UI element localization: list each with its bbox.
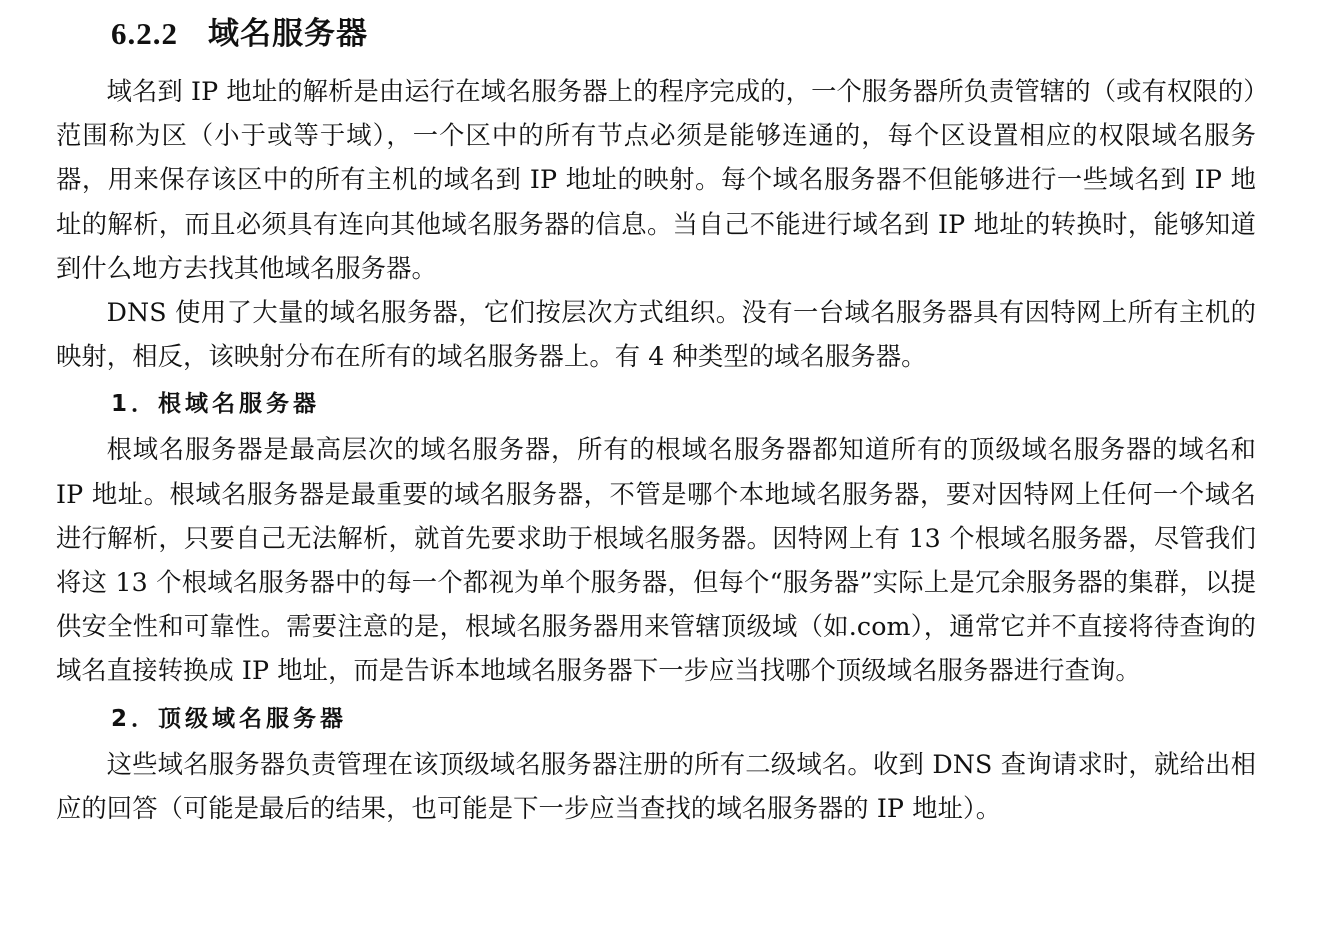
section-heading	[111, 14, 1256, 54]
paragraph-tld-servers: 这些域名服务器负责管理在该顶级域名服务器注册的所有二级域名。收到 DNS 查询请求时，就给出相应的回答（可能是最后的结果，也可能是下一步应当查找的域名服务器的 IP 地址）。	[56, 749, 1256, 823]
subsection-heading-tld-servers: 2．顶级域名服务器	[111, 705, 348, 732]
document-page	[56, 0, 1256, 831]
paragraph-root-servers: 根域名服务器是最高层次的域名服务器，所有的根域名服务器都知道所有的顶级域名服务器的域名和 IP 地址。根域名服务器是最重要的域名服务器，不管是哪个本地域名服务器，要对因特网上任何一个域名进行解析，只要自己无法解析，就首先要求助于根域名服务器。因特网上有 13 个根域名服务器，尽管我们将这 13 个根域名服务器中的每一个都视为单个服务器，但每个“服务器”实际上是冗余服务器的集群，以提供安全性和可靠性。需要注意的是，根域名服务器用来管辖顶级域（如.com），通常它并不直接将待查询的域名直接转换成 IP 地址，而是告诉本地域名服务器下一步应当找哪个顶级域名服务器进行查询。	[56, 435, 1256, 686]
paragraph-intro-2: DNS 使用了大量的域名服务器，它们按层次方式组织。没有一台域名服务器具有因特网上所有主机的映射，相反，该映射分布在所有的域名服务器上。有 4 种类型的域名服务器。	[56, 298, 1256, 372]
section-number: 6.2.2	[111, 16, 178, 51]
paragraph-intro-1: 域名到 IP 地址的解析是由运行在域名服务器上的程序完成的，一个服务器所负责管辖的（或有权限的）范围称为区（小于或等于域），一个区中的所有节点必须是能够连通的，每个区设置相应的权限域名服务器，用来保存该区中的所有主机的域名到 IP 地址的映射。每个域名服务器不但能够进行一些域名到 IP 地址的解析，而且必须具有连向其他域名服务器的信息。当自己不能进行域名到 IP 地址的转换时，能够知道到什么地方去找其他域名服务器。	[56, 77, 1256, 283]
section-title: 域名服务器	[208, 16, 368, 52]
subsection-heading-root-servers: 1．根域名服务器	[111, 391, 321, 418]
